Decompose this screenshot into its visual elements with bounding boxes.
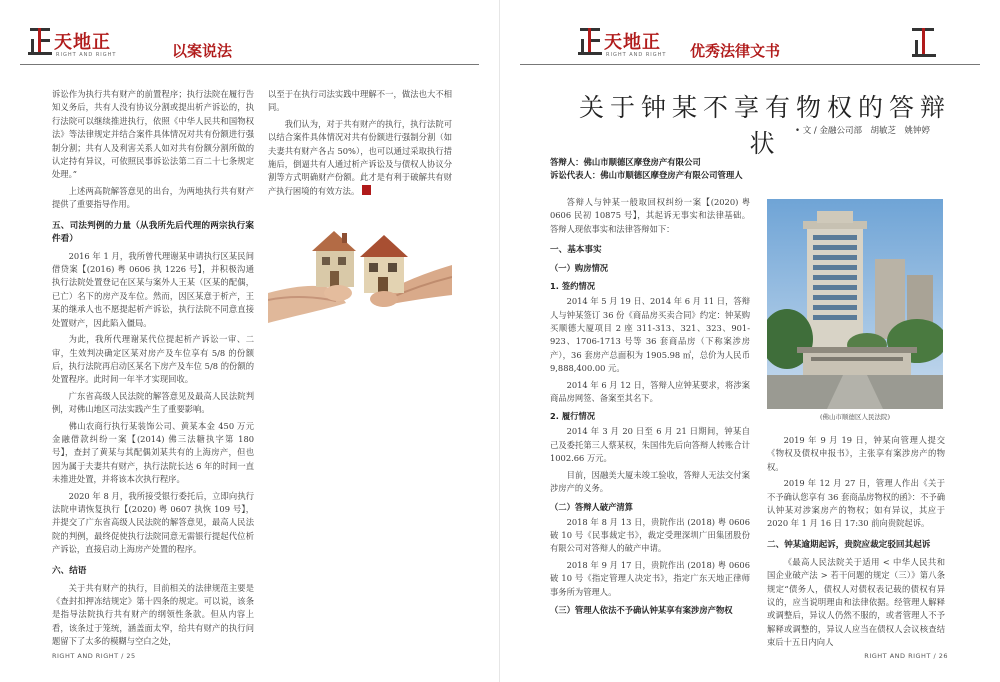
section-heading: 六、结语: [52, 565, 87, 576]
paragraph: 2019 年 9 月 19 日，钟某向管理人提交《物权及债权申报书》，主张享有案涉房产的物权。: [767, 435, 945, 472]
section-heading: 一、基本事实: [550, 245, 602, 256]
houses-photo: [268, 205, 452, 326]
article-title: 关于钟某不享有物权的答辩状: [578, 93, 951, 158]
right-column-1: [550, 196, 750, 619]
right-header: [500, 20, 1000, 70]
paragraph: 以至于在执行司法实践中理解不一，做法也大不相同。: [268, 89, 452, 113]
paragraph: 2019 年 12 月 27 日，管理人作出《关于不予确认您享有 36 套商品房物权的函》：不予确认钟某对涉案房产的物权；如有异议，其应于 2020 年 1 月 16 日 17:30 前向贵院起诉。: [767, 478, 945, 529]
photo-caption: (佛山市顺德区人民法院): [819, 413, 891, 421]
paragraph: 为此，我所代理谢某代位提起析产诉讼一审、二审，生效判决确定区某对房产及车位享有 5/8 的份额后，执行法院再启动区某名下房产及车位 5/8 的份额的处置程序。此时间一年半才实现回收。: [52, 334, 254, 385]
paragraph: 2014 年 6 月 12 日，答辩人应钟某要求，将涉案商品房网签、备案至其名下。: [550, 379, 750, 404]
right-page: [500, 0, 1000, 682]
paragraph: 答辩人与钟某一般取回权纠纷一案【(2020) 粤 0606 民初 10875 号】，其起诉无事实和法律基础。答辩人现依事实和法律答辩如下：: [550, 197, 750, 234]
page-footer: RIGHT AND RIGHT / 26: [864, 652, 948, 660]
paragraph: 佛山农商行执行某装饰公司、黄某本金 450 万元金融借款纠纷一案【(2014) 佛三法糖执字第 180 号】，查封了黄某与其配偶刘某共有的上海房产，但也因为属于夫妻共有财产，执行法院长达 6 年的时间一直未推进处置，并将该本次执行程序。: [52, 420, 254, 485]
subsection-heading: （二）答辩人破产清算: [550, 501, 633, 512]
logo-brand-text: 天地正: [54, 32, 111, 53]
header-rule: [20, 64, 479, 65]
section-heading: 二、钟某逾期起诉，贵院应裁定驳回其起诉: [767, 539, 931, 550]
logo-mark-icon: [578, 26, 604, 58]
end-mark-icon: [362, 185, 371, 195]
left-column-1: [52, 88, 254, 652]
section-tag: 优秀法律文书: [690, 42, 781, 60]
page-footer: RIGHT AND RIGHT / 25: [52, 652, 136, 660]
paragraph: 目前，因融美大厦未竣工验收，答辩人无法交付案涉房产的义务。: [550, 469, 750, 494]
paragraph: 我们认为，对于共有财产的执行，执行法院可以结合案件具体情况对共有份额进行强制分割（如夫妻共有财产各占 50%），也可以通过采取执行措施后，倒逼共有人通过析产诉讼及与债权人协议分割等方式明确财产份额。此才是有利于破解共有财产执行困境的有效方法。: [268, 118, 452, 196]
right-column-2: [767, 434, 945, 653]
left-header: [0, 20, 499, 70]
logo-brand-text: 天地正: [604, 32, 661, 53]
paragraph: 《最高人民法院关于适用 < 中华人民共和国企业破产法 > 若干问题的规定（三）》第八条规定“债务人，债权人对债权表记载的债权有异议的，应当说明理由和法律依据。经管理人解释或调整后，异议人仍然不服的，或者管理人不予解释或调整的，异议人应当在债权人会议核查结束后十五日内向人: [767, 556, 945, 648]
court-building-photo: [767, 199, 943, 409]
paragraph: 2016 年 1 月，我所曾代理谢某申请执行区某民间借贷案【(2016) 粤 0606 执 1226 号】，并积极沟通执行法院处置登记在区某与案外人王某（区某的配偶，已亡）名下的房产及车位。然而，因区某意于析产，王某的继承人也不愿提起析产诉讼，执行法院不同意直接处置财产，因此陷入僵局。: [52, 250, 254, 328]
logo-brand-subtext: RIGHT AND RIGHT: [606, 52, 667, 58]
header-rule: [520, 64, 980, 65]
paragraph: 关于共有财产的执行，目前相关的法律规范主要是《查封扣押冻结规定》第十四条的规定。可以说，该条是指导法院执行共有财产的纲领性条款。但从内容上看，该条过于笼统，涵盖面太窄，给共有财产的执行问题留下了太多的模糊与空白之处，: [52, 582, 254, 647]
paragraph: 2018 年 8 月 13 日，贵院作出 (2018) 粤 0606 破 10 号《民事裁定书》，裁定受理深圳广田集团股份有限公司对答辩人的破产申请。: [550, 516, 750, 554]
paragraph: 2018 年 9 月 17 日，贵院作出 (2018) 粤 0606 破 10 号《指定管理人决定书》，指定广东天地正律师事务所为管理人。: [550, 559, 750, 597]
party-list: [550, 156, 743, 182]
item-heading: 1. 签约情况: [550, 281, 596, 292]
paragraph: 诉讼作为执行共有财产的前置程序；执行法院在履行告知义务后，共有人没有协议分割或提出析产诉讼的，执行法院可以继续推进执行，依照《中华人民共和国物权法》等法律规定并结合案件具体情况对共有份额进行强制分割；共有人及利害关系人如对共有份额分割所做的认定持有异议，可依照民事诉讼法第二百二十七条规定处理。”: [52, 89, 254, 180]
paragraph: 2014 年 5 月 19 日、2014 年 6 月 11 日，答辩人与钟某签订 36 份《商品房买卖合同》约定：钟某购买顺德大厦项目 2 座 311-313、321、323、901-923、1706-1713 号等 36 套商品房（下称案涉房产），36 套房产总面积为 1905.98 ㎡，总价为人民币 9,888,400.00 元。: [550, 296, 750, 374]
subsection-heading: （三）管理人依法不予确认钟某享有案涉房产物权: [550, 604, 733, 615]
representative-line: 诉讼代表人：佛山市顺德区摩登房产有限公司管理人: [550, 170, 743, 180]
paragraph: 2014 年 3 月 20 日至 6 月 21 日期间，钟某自己及委托第三人蔡某权，朱国伟先后向答辩人转账合计 1002.66 万元。: [550, 426, 750, 464]
paragraph: 2020 年 8 月，我所接受银行委托后，立即向执行法院申请恢复执行【(2020) 粤 0607 执恢 109 号】，并提交了广东省高级人民法院的解答意见，最高人民法院的判例，最终促使执行法院同意无需银行提起代位析产诉讼，直接启动上海房产处置的程序。: [52, 490, 254, 555]
section-heading: 五、司法判例的力量（从我所先后代理的两宗执行案件看）: [52, 220, 254, 244]
left-column-2: [268, 88, 452, 201]
paragraph: 上述两高院解答意见的出台，为两地执行共有财产提供了重要指导作用。: [52, 185, 254, 210]
corner-logo-mark-icon: [912, 24, 936, 60]
respondent-line: 答辩人：佛山市顺德区摩登房产有限公司: [550, 157, 701, 167]
section-tag: 以案说法: [172, 42, 233, 60]
logo-brand-subtext: RIGHT AND RIGHT: [56, 52, 117, 58]
paragraph: 广东省高级人民法院的解答意见及最高人民法院判例，对佛山地区司法实践产生了重要影响。: [52, 390, 254, 415]
logo-mark-icon: [28, 26, 54, 58]
article-byline: • 文 / 金融公司部 胡敏芝 姚钟婷: [795, 126, 930, 136]
brand-logo: [578, 20, 688, 68]
item-heading: 2. 履行情况: [550, 411, 596, 422]
subsection-heading: （一）购房情况: [550, 263, 609, 274]
brand-logo: [28, 20, 138, 68]
